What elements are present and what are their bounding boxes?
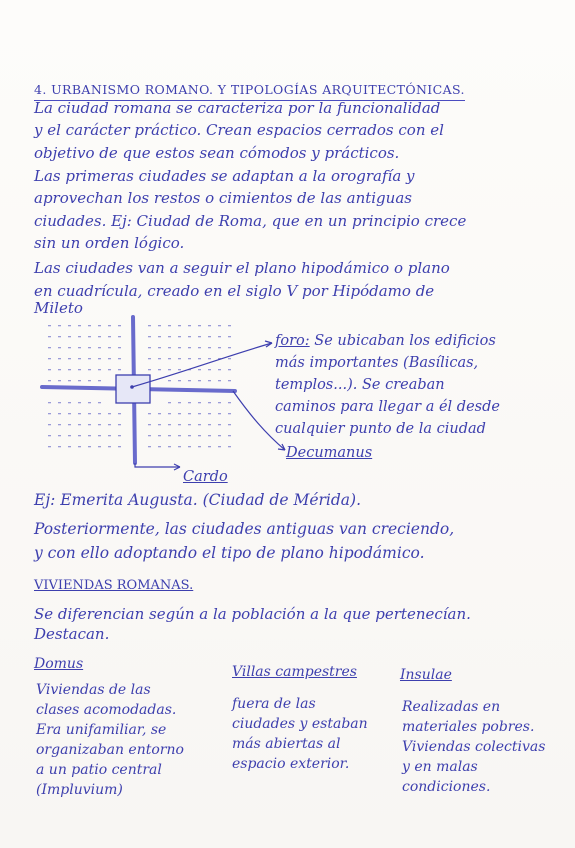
plan-line: Las ciudades van a seguir el plano hipodámico o plano xyxy=(34,259,450,277)
intro-line: sin un orden lógico. xyxy=(34,234,185,252)
section-title: 4. URBANISMO ROMANO. Y TIPOLOGÍAS ARQUITECTÓNICAS. xyxy=(34,80,465,101)
foro-line: templos...). Se creaban xyxy=(275,377,445,393)
domus-text: Viviendas de las clases acomodadas. Era unifamiliar, se organizaban entorno a un patio central (Impluvium) xyxy=(36,682,184,798)
insulae-heading: Insulae xyxy=(400,667,452,683)
forum-arrow xyxy=(132,343,272,387)
later-line: Posteriormente, las ciudades antiguas van creciendo, xyxy=(34,520,455,538)
foro-line: más importantes (Basílicas, xyxy=(275,355,479,371)
intro-line: La ciudad romana se caracteriza por la funcionalidad xyxy=(34,99,441,117)
intro-line: objetivo de que estos sean cómodos y prácticos. xyxy=(34,144,400,162)
foro-line: caminos para llegar a él desde xyxy=(275,399,500,415)
intro-line: aprovechan los restos o cimientos de las antiguas xyxy=(34,189,412,207)
example-line: Ej: Emerita Augusta. (Ciudad de Mérida). xyxy=(34,491,362,509)
foro-label-line: foro: Se ubicaban los edificios xyxy=(275,333,496,349)
intro-line: ciudades. Ej: Ciudad de Roma, que en un principio crece xyxy=(34,212,467,230)
foro-line: cualquier punto de la ciudad xyxy=(275,421,486,437)
later-line: y con ello adoptando el tipo de plano hipodámico. xyxy=(34,544,425,562)
plan-line: en cuadrícula, creado en el siglo V por Hipódamo de xyxy=(34,282,435,300)
insulae-text: Realizadas en materiales pobres. Viviendas colectivas y en malas condiciones. xyxy=(402,699,546,795)
intro-line: Las primeras ciudades se adaptan a la orografía y xyxy=(34,167,415,185)
intro-line: y el carácter práctico. Crean espacios cerrados con el xyxy=(34,121,444,139)
viviendas-title: VIVIENDAS ROMANAS. xyxy=(34,578,194,593)
villas-heading: Villas campestres xyxy=(232,664,357,680)
foro-label: foro: xyxy=(275,333,310,349)
forum-square xyxy=(116,375,150,403)
villas-text: fuera de las ciudades y estaban más abiertas al espacio exterior. xyxy=(232,696,368,772)
plan-line: Mileto xyxy=(34,299,83,317)
domus-heading: Domus xyxy=(34,656,84,672)
decumanus-label: Decumanus xyxy=(286,445,373,461)
grid-plan-diagram xyxy=(40,315,300,490)
cardo-arrow xyxy=(135,463,180,467)
cardo-label: Cardo xyxy=(183,469,228,485)
viviendas-line: Se diferencian según a la población a la que pertenecían. xyxy=(34,605,471,623)
viviendas-line: Destacan. xyxy=(34,625,110,643)
